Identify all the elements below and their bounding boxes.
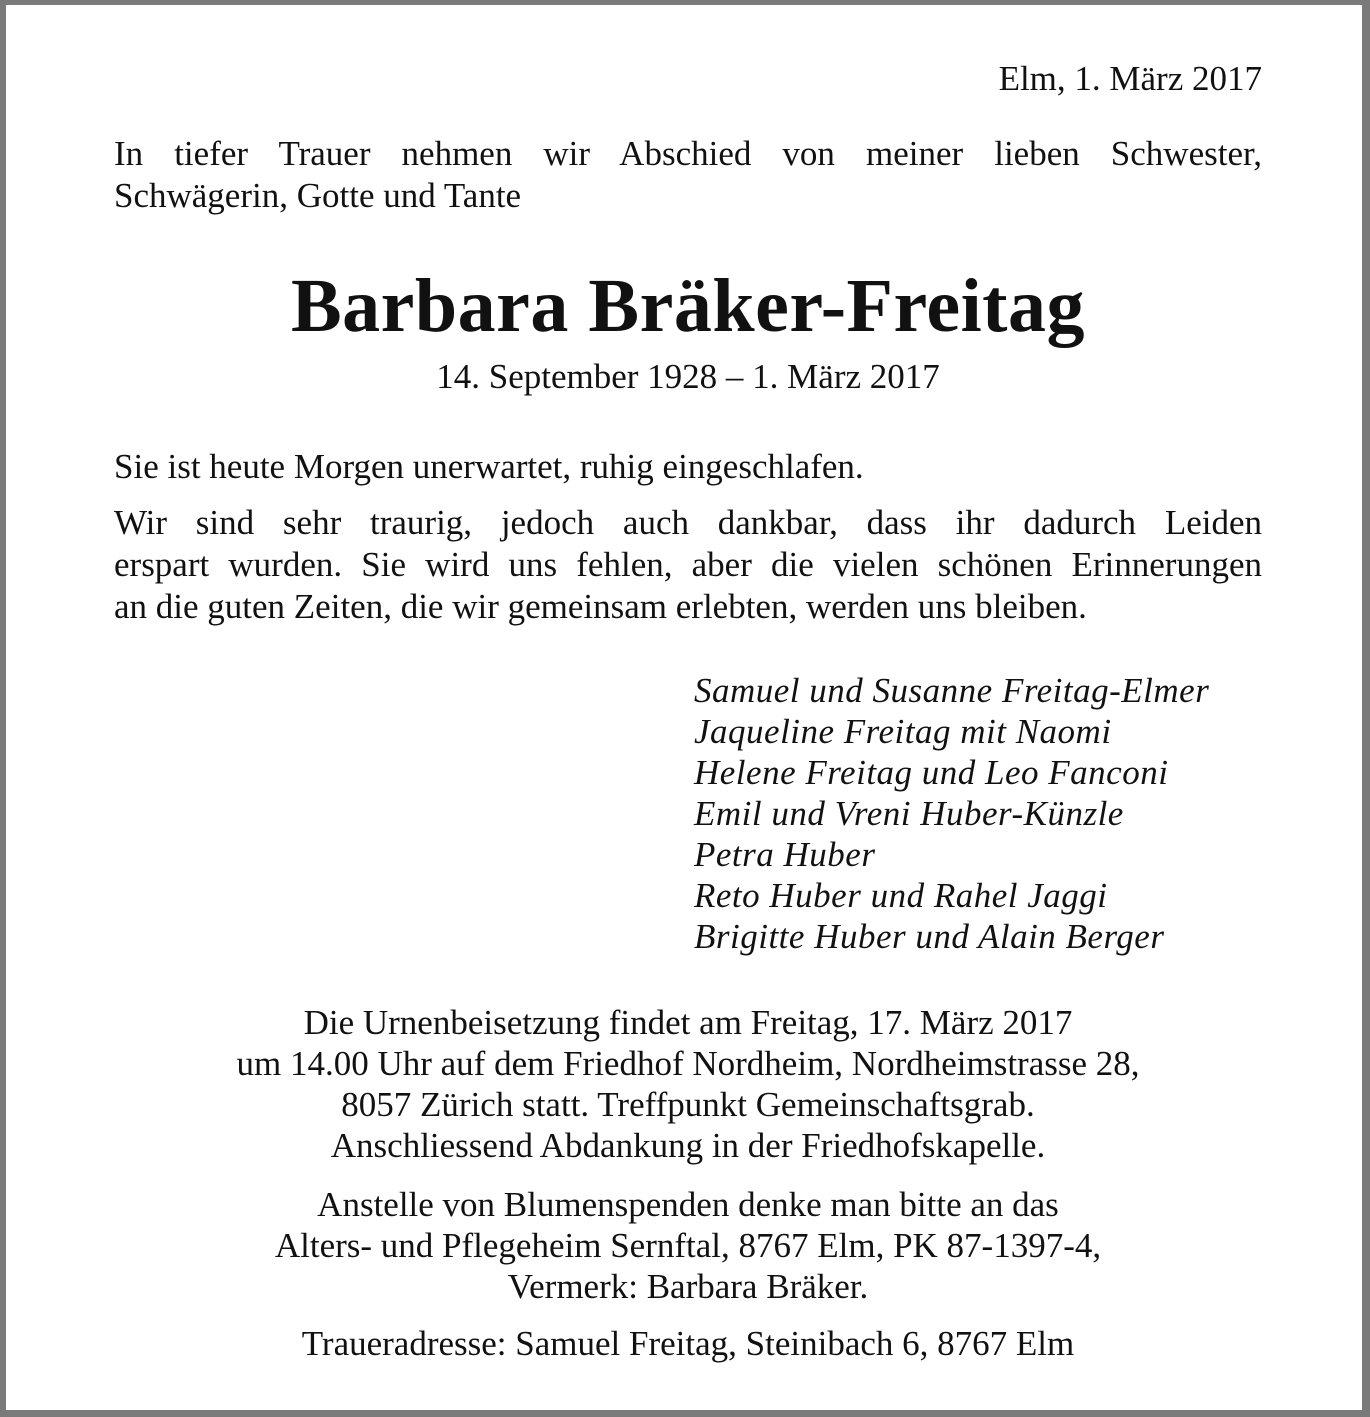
place-date: Elm, 1. März 2017 xyxy=(998,59,1262,98)
mourner-name: Helene Freitag und Leo Fanconi xyxy=(694,753,1169,792)
obituary-notice xyxy=(6,5,1362,1410)
mourner-name: Brigitte Huber und Alain Berger xyxy=(694,917,1165,956)
mourner-name: Jaqueline Freitag mit Naomi xyxy=(694,712,1112,751)
mourner-name: Petra Huber xyxy=(694,835,876,874)
lifespan: 14. September 1928 – 1. März 2017 xyxy=(436,357,940,396)
paragraph-line: Wir sind sehr traurig, jedoch auch dankbar, dass ihr dadurch Leiden xyxy=(114,503,1262,542)
paragraph-line: an die guten Zeiten, die wir gemeinsam erlebten, werden uns bleiben. xyxy=(114,587,1087,626)
donation-line: Alters- und Pflegeheim Sernftal, 8767 Elm, PK 87-1397-4, xyxy=(274,1226,1102,1265)
intro-line: In tiefer Trauer nehmen wir Abschied von meiner lieben Schwester, xyxy=(114,134,1262,173)
paragraph-passing: Sie ist heute Morgen unerwartet, ruhig eingeschlafen. xyxy=(114,447,864,486)
burial-line: Die Urnenbeisetzung findet am Freitag, 17. März 2017 xyxy=(303,1003,1073,1042)
donation-line: Vermerk: Barbara Bräker. xyxy=(507,1267,869,1306)
mourner-name: Emil und Vreni Huber-Künzle xyxy=(694,794,1124,833)
mourning-address-line: Traueradresse: Samuel Freitag, Steinibach 6, 8767 Elm xyxy=(301,1324,1075,1363)
burial-line: um 14.00 Uhr auf dem Friedhof Nordheim, Nordheimstrasse 28, xyxy=(236,1044,1140,1083)
mourner-name: Reto Huber und Rahel Jaggi xyxy=(694,876,1108,915)
burial-info xyxy=(114,1002,1262,1166)
donation-info xyxy=(114,1184,1262,1307)
mourning-address xyxy=(114,1323,1262,1364)
paragraph-gratitude xyxy=(114,502,1262,628)
intro-text xyxy=(114,133,1262,217)
burial-line: Anschliessend Abdankung in der Friedhofskapelle. xyxy=(330,1126,1046,1165)
donation-line: Anstelle von Blumenspenden denke man bitte an das xyxy=(317,1185,1059,1224)
deceased-name: Barbara Bräker-Freitag xyxy=(290,264,1085,348)
paragraph-line: erspart wurden. Sie wird uns fehlen, aber die vielen schönen Erinnerungen xyxy=(114,545,1262,584)
burial-line: 8057 Zürich statt. Treffpunkt Gemeinschaftsgrab. xyxy=(341,1085,1035,1124)
mourners-list xyxy=(694,670,1209,957)
mourner-name: Samuel und Susanne Freitag-Elmer xyxy=(694,671,1210,710)
intro-line: Schwägerin, Gotte und Tante xyxy=(114,176,522,215)
